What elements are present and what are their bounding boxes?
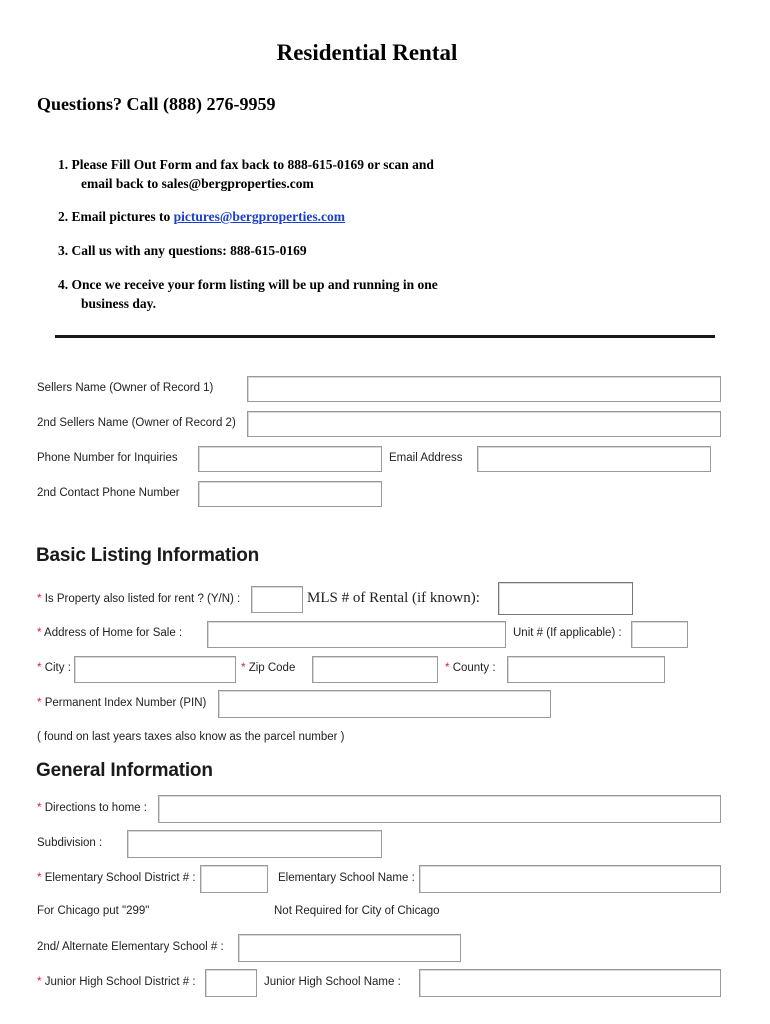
required-asterisk: *: [37, 802, 42, 814]
pin-label: [37, 697, 206, 709]
city-label: [37, 662, 71, 674]
questions-phone: Questions? Call (888) 276-9959: [37, 94, 276, 114]
subdivision-label: Subdivision :: [37, 837, 103, 849]
second-phone-label: 2nd Contact Phone Number: [37, 487, 180, 499]
jr-district-label: [37, 976, 196, 988]
email-label: Email Address: [389, 452, 463, 464]
step-1-line-1: 1. Please Fill Out Form and fax back to 888-615-0169 or scan and: [58, 157, 434, 172]
step-3: 3. Call us with any questions: 888-615-0169: [58, 243, 307, 258]
jr-district-text: Junior High School District # :: [44, 976, 196, 988]
elem-district-text: Elementary School District # :: [44, 872, 196, 884]
address-label: [37, 627, 182, 639]
zip-text: Zip Code: [248, 662, 296, 674]
divider-rule: [55, 335, 715, 338]
email-field[interactable]: [477, 446, 711, 472]
alt-elem-label: 2nd/ Alternate Elementary School # :: [37, 941, 224, 953]
listed-for-rent-field[interactable]: [251, 586, 303, 613]
jr-district-field[interactable]: [205, 969, 257, 997]
address-field[interactable]: [207, 621, 506, 648]
second-sellers-name-label: 2nd Sellers Name (Owner of Record 2): [37, 417, 236, 429]
required-asterisk: *: [37, 872, 42, 884]
phone-label: Phone Number for Inquiries: [37, 452, 178, 464]
step-4-line-2: business day.: [81, 296, 157, 311]
unit-field[interactable]: [631, 621, 688, 648]
zip-label: [241, 662, 295, 674]
not-required-note: Not Required for City of Chicago: [274, 905, 440, 917]
county-text: County :: [452, 662, 496, 674]
elem-district-label: [37, 872, 196, 884]
pin-text: Permanent Index Number (PIN): [44, 697, 207, 709]
listed-for-rent-text: Is Property also listed for rent ? (Y/N) :: [44, 593, 241, 605]
elem-name-field[interactable]: [419, 865, 721, 893]
elem-district-field[interactable]: [200, 865, 268, 893]
county-label: [445, 662, 496, 674]
address-text: Address of Home for Sale :: [44, 627, 183, 639]
alt-elem-field[interactable]: [238, 934, 461, 962]
directions-field[interactable]: [158, 795, 721, 823]
city-field[interactable]: [74, 656, 236, 683]
step-1-line-2: email back to sales@bergproperties.com: [81, 176, 314, 191]
step-4: [58, 275, 438, 313]
required-asterisk: *: [445, 662, 450, 674]
required-asterisk: *: [37, 697, 42, 709]
zip-field[interactable]: [312, 656, 438, 683]
chicago-note: For Chicago put "299": [37, 905, 150, 917]
basic-listing-heading: Basic Listing Information: [36, 545, 260, 566]
required-asterisk: *: [241, 662, 246, 674]
page-title: Residential Rental: [276, 40, 458, 65]
sellers-name-label: Sellers Name (Owner of Record 1): [37, 382, 214, 394]
mls-label: MLS # of Rental (if known):: [307, 590, 480, 606]
step-1: [58, 155, 434, 193]
county-field[interactable]: [507, 656, 665, 683]
subdivision-field[interactable]: [127, 830, 382, 858]
general-info-heading: General Information: [36, 760, 213, 781]
jr-name-label: Junior High School Name :: [264, 976, 401, 988]
required-asterisk: *: [37, 593, 42, 605]
mls-field[interactable]: [498, 582, 633, 615]
directions-text: Directions to home :: [44, 802, 147, 814]
elem-name-label: Elementary School Name :: [278, 872, 415, 884]
unit-label: Unit # (If applicable) :: [513, 627, 622, 639]
phone-field[interactable]: [198, 446, 382, 472]
step-2-text: 2. Email pictures to: [58, 209, 174, 224]
required-asterisk: *: [37, 627, 42, 639]
listed-for-rent-label: [37, 593, 240, 605]
directions-label: [37, 802, 147, 814]
step-4-line-1: 4. Once we receive your form listing will be up and running in one: [58, 277, 438, 292]
second-sellers-name-field[interactable]: [247, 411, 721, 437]
jr-name-field[interactable]: [419, 969, 721, 997]
pictures-email-link[interactable]: pictures@bergproperties.com: [173, 209, 346, 224]
step-2: [58, 207, 345, 226]
required-asterisk: *: [37, 662, 42, 674]
sellers-name-field[interactable]: [247, 376, 721, 402]
second-phone-field[interactable]: [198, 481, 382, 507]
city-text: City :: [44, 662, 71, 674]
pin-note: ( found on last years taxes also know as the parcel number ): [37, 731, 345, 743]
required-asterisk: *: [37, 976, 42, 988]
pin-field[interactable]: [218, 690, 551, 718]
